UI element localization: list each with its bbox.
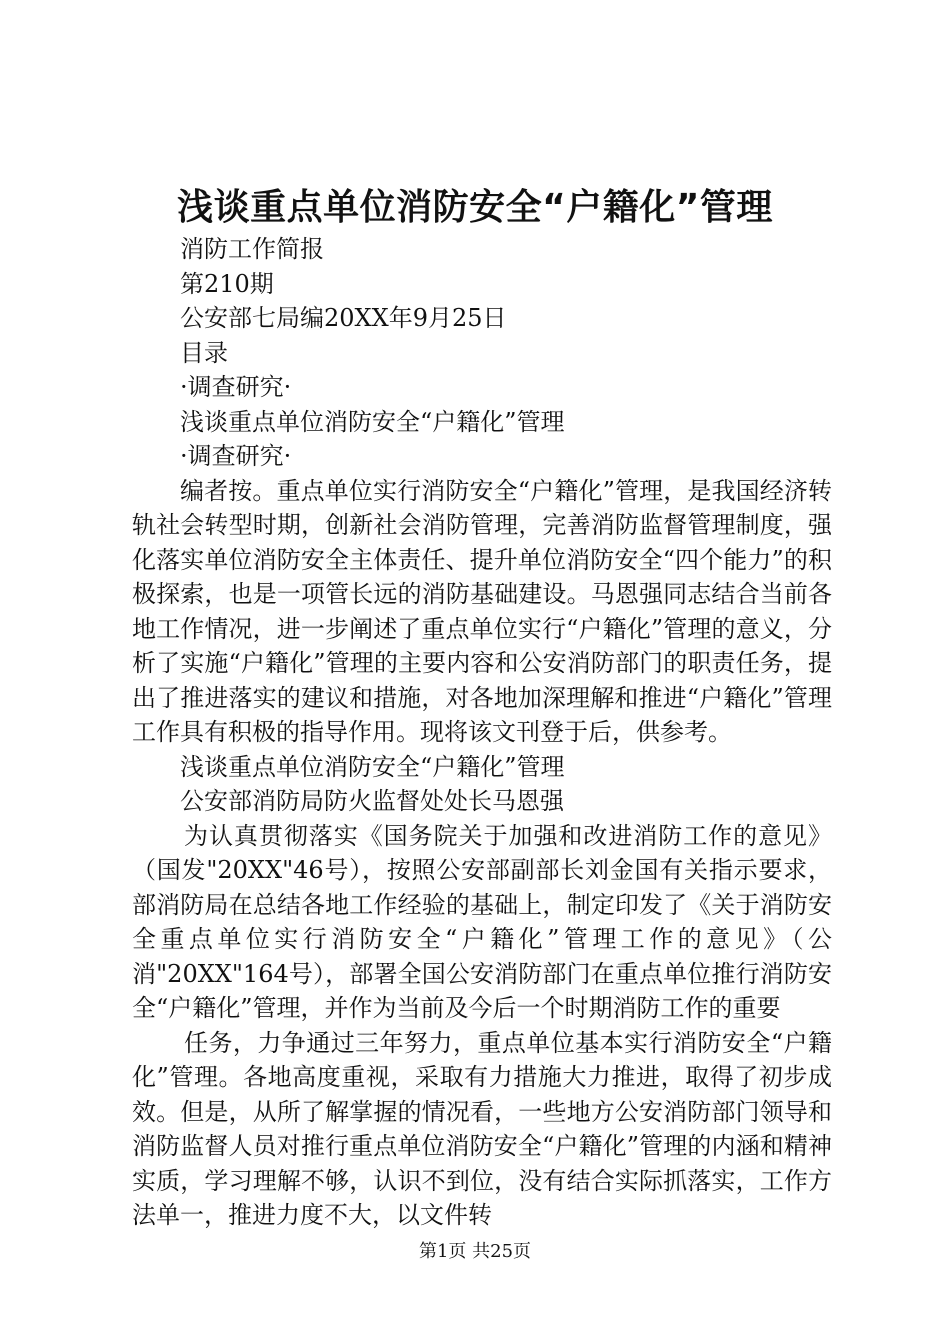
document-title: 浅谈重点单位消防安全“户籍化”管理 (177, 187, 773, 228)
toc-heading: 目录 (180, 338, 228, 367)
page-footer: 第1页 共25页 (418, 1241, 532, 1262)
article-author: 公安部消防局防火监督处处长马恩强 (180, 787, 564, 815)
bulletin-name: 消防工作简报 (180, 235, 324, 263)
toc-section: ·调查研究· (180, 373, 292, 401)
toc-entry: 浅谈重点单位消防安全“户籍化”管理 (180, 407, 565, 436)
body-paragraph: 为认真贯彻落实《国务院关于加强和改进消防工作的意见》（国发"20XX"46号），按照公安部副部长刘金国有关指示要求，部消防局在总结各地工作经验的基础上，制定印发了《关于消防安全重点单位实行消防安全“户籍化”管理工作的意见》（公消"20XX"164号），部署全国公安消防部门在重点单位推行消防安全“户籍化”管理，并作为当前及今后一个时期消防工作的重要 (132, 821, 832, 1022)
publisher-date: 公安部七局编20XX年9月25日 (180, 304, 507, 332)
article-title: 浅谈重点单位消防安全“户籍化”管理 (180, 752, 565, 781)
body-paragraph: 任务，力争通过三年努力，重点单位基本实行消防安全“户籍化”管理。各地高度重视，采取有力措施大力推进，取得了初步成效。但是，从所了解掌握的情况看，一些地方公安消防部门领导和消防监督人员对推行重点单位消防安全“户籍化”管理的内涵和精神实质，学习理解不够，认识不到位，没有结合实际抓落实，工作方法单一，推进力度不大，以文件转 (132, 1028, 832, 1229)
issue-number: 第210期 (180, 269, 274, 298)
editor-note: 编者按。重点单位实行消防安全“户籍化”管理，是我国经济转轨社会转型时期，创新社会消防管理，完善消防监督管理制度，强化落实单位消防安全主体责任、提升单位消防安全“四个能力”的积极探索，也是一项管长远的消防基础建设。马恩强同志结合当前各地工作情况，进一步阐述了重点单位实行“户籍化”管理的意义，分析了实施“户籍化”管理的主要内容和公安消防部门的职责任务，提出了推进落实的建议和措施，对各地加深理解和推进“户籍化”管理工作具有积极的指导作用。现将该文刊登于后，供参考。 (132, 476, 832, 746)
section-heading: ·调查研究· (180, 442, 292, 470)
document-body (132, 232, 832, 1233)
